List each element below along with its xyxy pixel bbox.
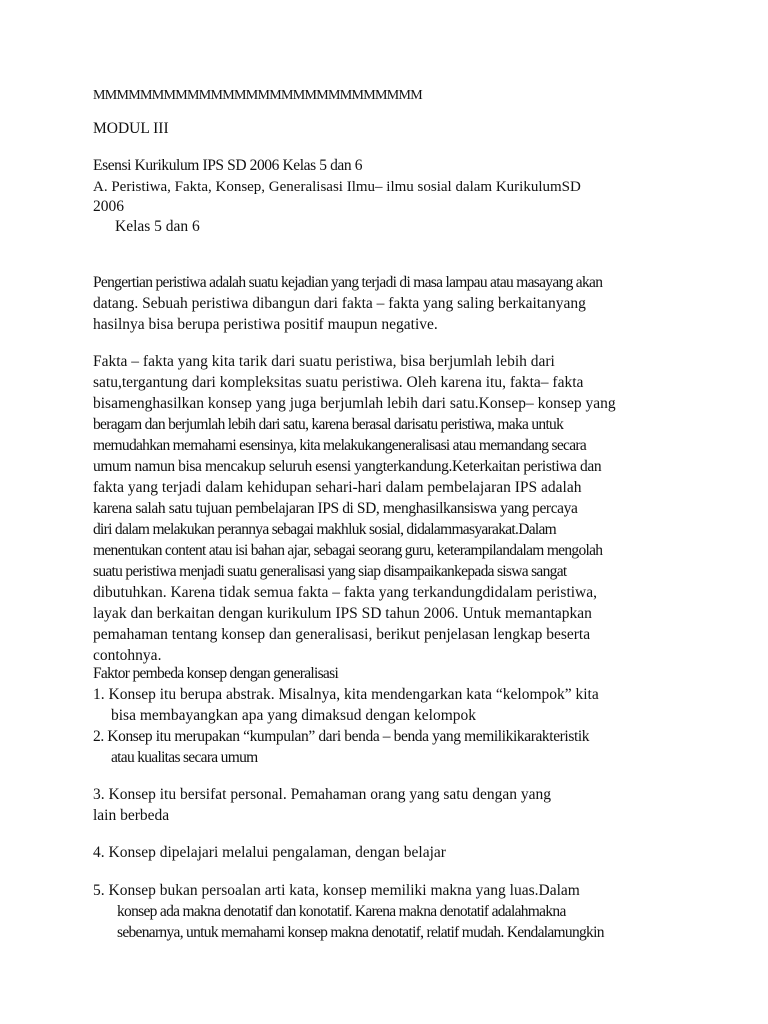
list-item-5: 5. Konsep bukan persoalan arti kata, konsep memiliki makna yang luas.Dalam xyxy=(93,882,580,899)
paragraph-line: bisamenghasilkan konsep yang juga berjumlah lebih dari satu.Konsep– konsep yang xyxy=(93,395,616,412)
paragraph-line: beragam dan berjumlah lebih dari satu, karena berasal darisatu peristiwa, maka untuk xyxy=(93,416,564,433)
section-a-subtitle: Kelas 5 dan 6 xyxy=(115,218,200,235)
paragraph-line: hasilnya bisa berupa peristiwa positif maupun negative. xyxy=(93,316,438,333)
list-item-1: 1. Konsep itu berupa abstrak. Misalnya, kita mendengarkan kata “kelompok” kita xyxy=(93,686,599,703)
section-a-title-cont: 2006 xyxy=(93,198,124,215)
paragraph-line: fakta yang terjadi dalam kehidupan sehari-hari dalam pembelajaran IPS adalah xyxy=(93,479,582,496)
list-item-5-cont: konsep ada makna denotatif dan konotatif. Karena makna denotatif adalahmakna xyxy=(117,903,566,920)
paragraph-line: menentukan content atau isi bahan ajar, sebagai seorang guru, keterampilandalam mengolah xyxy=(93,542,603,559)
factors-heading: Faktor pembeda konsep dengan generalisasi xyxy=(93,665,339,682)
list-item-4: 4. Konsep dipelajari melalui pengalaman, dengan belajar xyxy=(93,844,446,861)
paragraph-line: karena salah satu tujuan pembelajaran IPS di SD, menghasilkansiswa yang percaya xyxy=(93,500,578,517)
list-item-1-cont: bisa membayangkan apa yang dimaksud dengan kelompok xyxy=(111,707,477,724)
placeholder-line: MMMMMMMMMMMMMMMMMMMMMMMMMMMM xyxy=(93,88,422,103)
section-a-title: A. Peristiwa, Fakta, Konsep, Generalisasi Ilmu– ilmu sosial dalam KurikulumSD xyxy=(93,179,581,195)
paragraph-line: datang. Sebuah peristiwa dibangun dari fakta – fakta yang saling berkaitanyang xyxy=(93,295,586,312)
module-title: MODUL III xyxy=(93,120,169,137)
paragraph-line: pemahaman tentang konsep dan generalisasi, berikut penjelasan lengkap beserta xyxy=(93,626,591,643)
list-item-2: 2. Konsep itu merupakan “kumpulan” dari benda – benda yang memilikikarakteristik xyxy=(93,728,590,745)
paragraph-line: contohnya. xyxy=(93,647,162,664)
paragraph-line: suatu peristiwa menjadi suatu generalisasi yang siap disampaikankepada siswa sangat xyxy=(93,563,567,580)
list-item-3-cont: lain berbeda xyxy=(93,807,170,824)
list-item-2-cont: atau kualitas secara umum xyxy=(111,749,258,766)
list-item-5-cont: sebenarnya, untuk memahami konsep makna denotatif, relatif mudah. Kendalamungkin xyxy=(117,924,604,941)
paragraph-line: Pengertian peristiwa adalah suatu kejadian yang terjadi di masa lampau atau masayang akan xyxy=(93,274,603,291)
paragraph-line: umum namun bisa mencakup seluruh esensi yangterkandung.Keterkaitan peristiwa dan xyxy=(93,458,602,475)
paragraph-line: dibutuhkan. Karena tidak semua fakta – fakta yang terkandungdidalam peristiwa, xyxy=(93,584,598,601)
paragraph-line: diri dalam melakukan perannya sebagai makhluk sosial, didalammasyarakat.Dalam xyxy=(93,521,557,538)
document-heading: Esensi Kurikulum IPS SD 2006 Kelas 5 dan 6 xyxy=(93,157,363,174)
paragraph-line: memudahkan memahami esensinya, kita melakukangeneralisasi atau memandang secara xyxy=(93,437,587,454)
list-item-3: 3. Konsep itu bersifat personal. Pemahaman orang yang satu dengan yang xyxy=(93,786,551,803)
paragraph-line: layak dan berkaitan dengan kurikulum IPS SD tahun 2006. Untuk memantapkan xyxy=(93,605,592,622)
paragraph-line: Fakta – fakta yang kita tarik dari suatu peristiwa, bisa berjumlah lebih dari xyxy=(93,353,555,370)
paragraph-line: satu,tergantung dari kompleksitas suatu peristiwa. Oleh karena itu, fakta– fakta xyxy=(93,374,584,391)
